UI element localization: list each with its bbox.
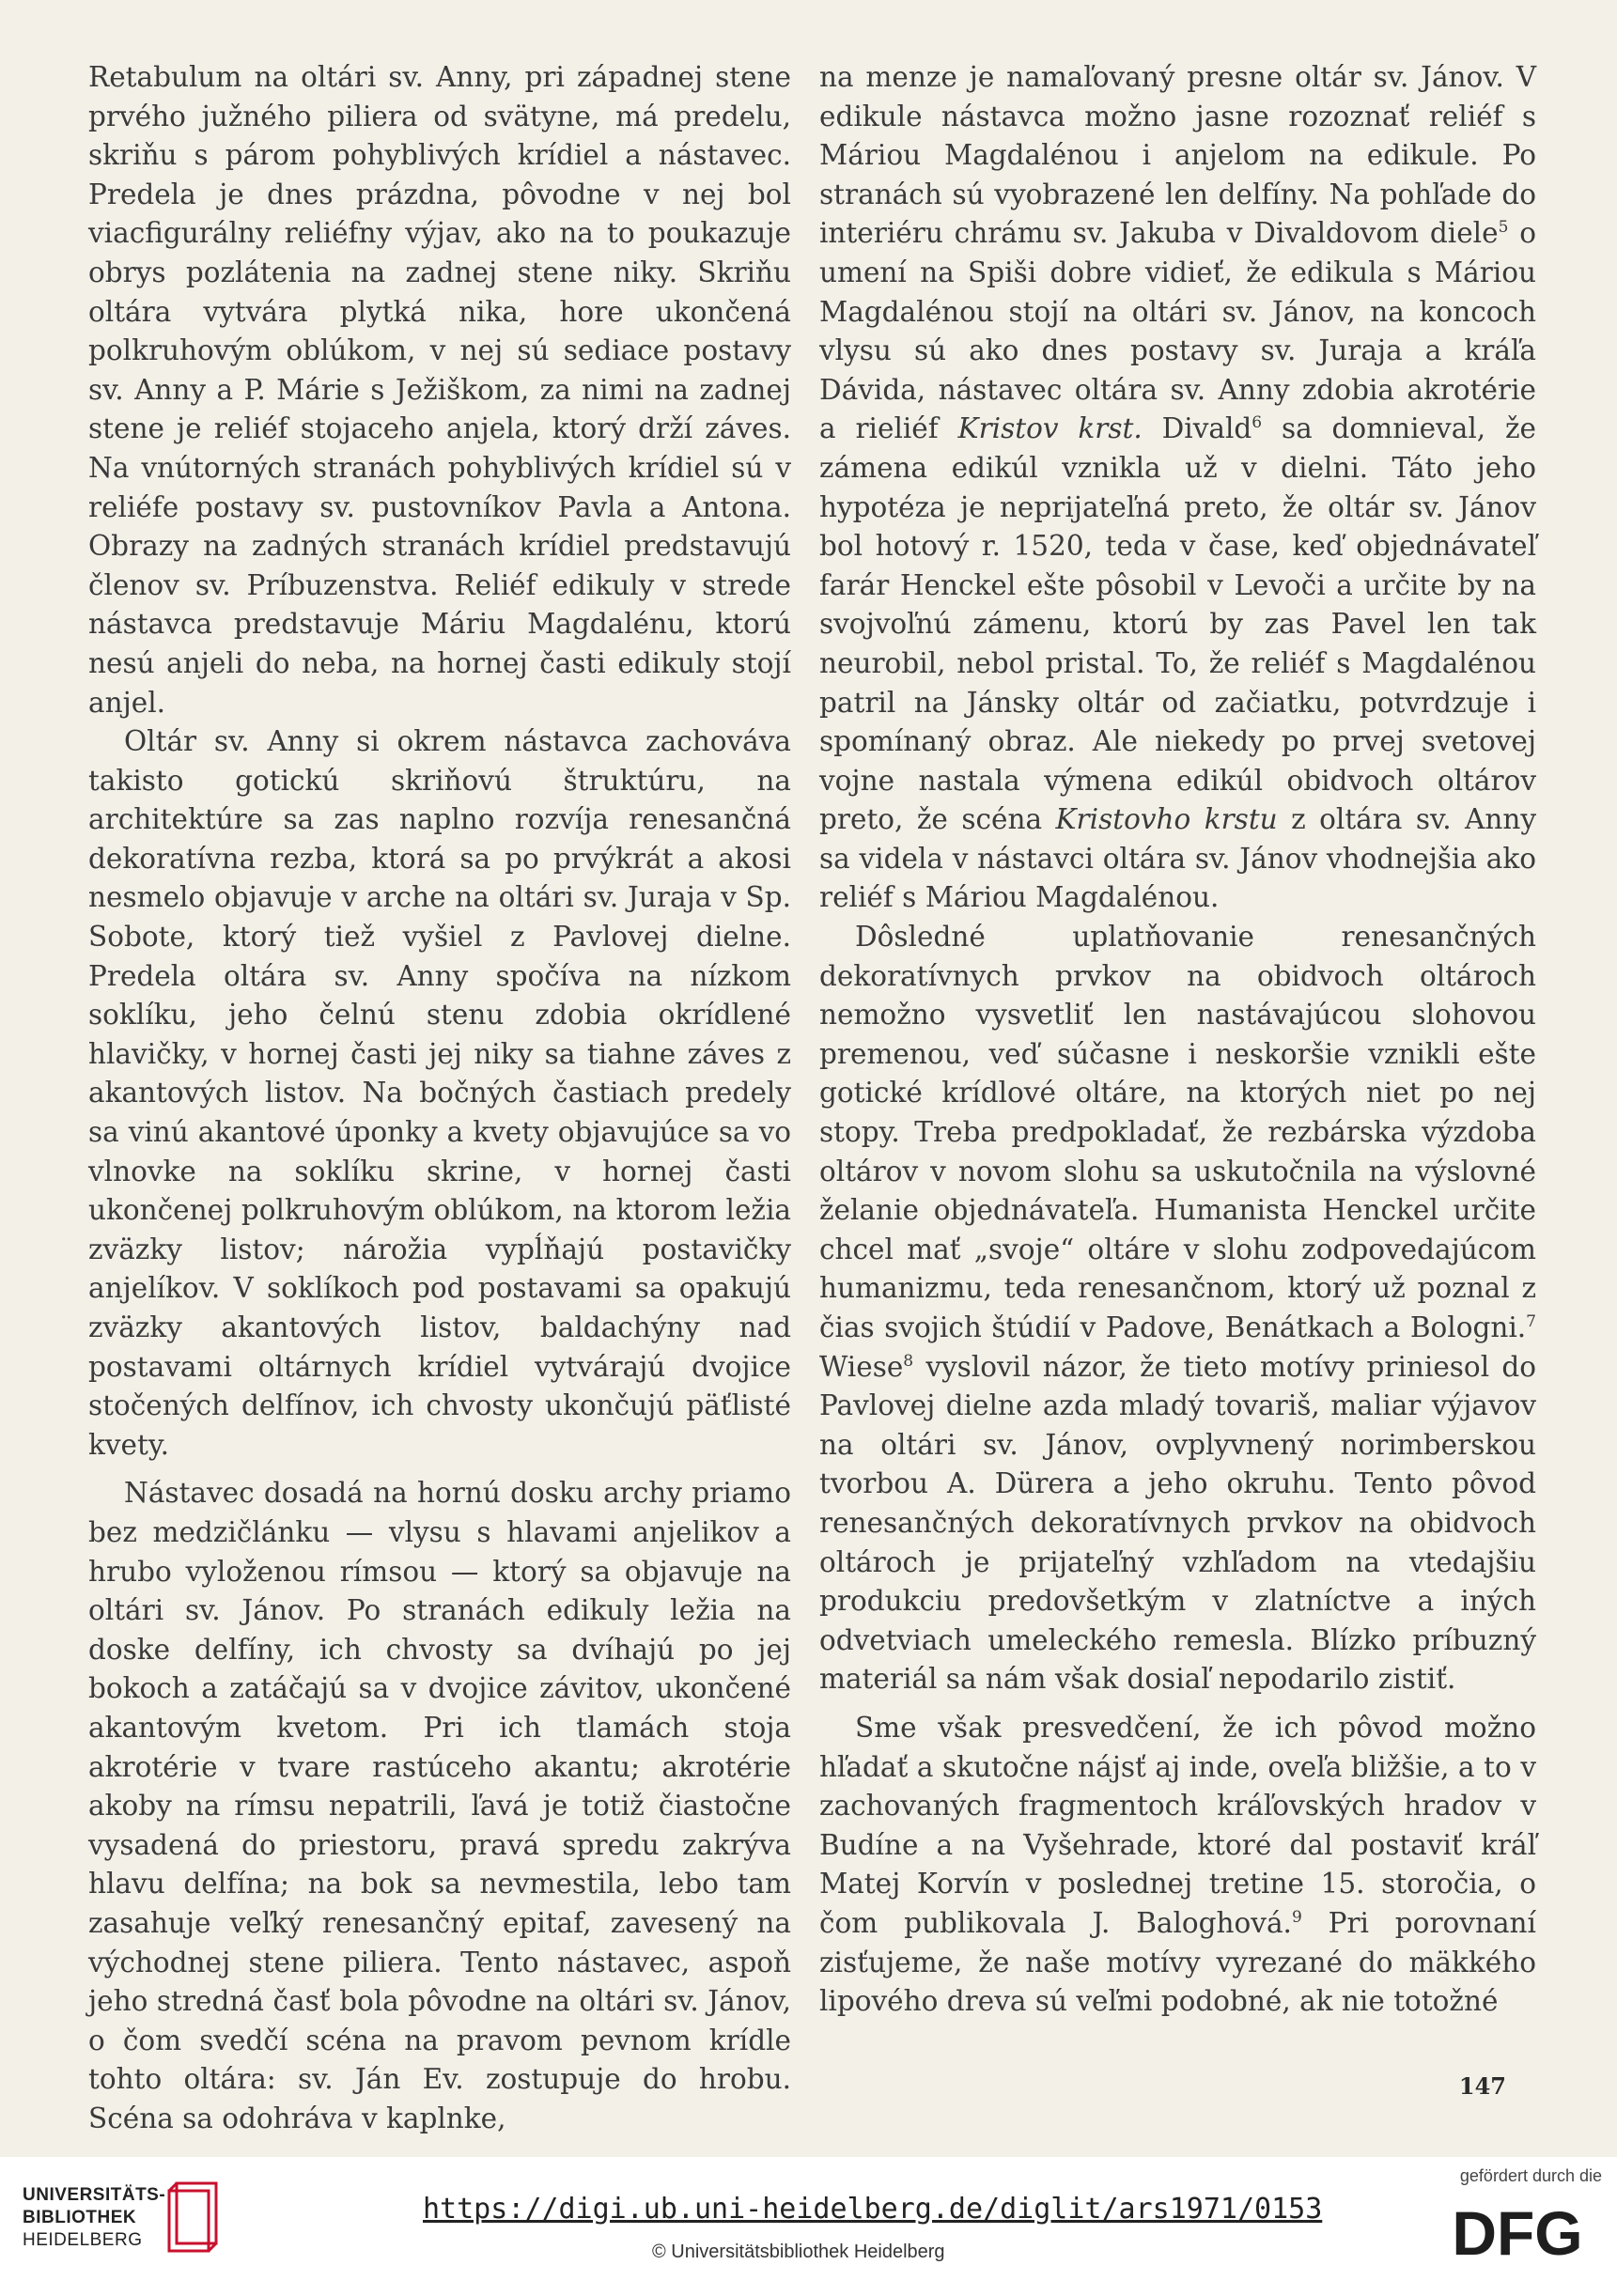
institution-name-line2: BIBLIOTHEK (23, 2208, 137, 2227)
footnote-marker: 5 (1498, 218, 1509, 238)
text-run: Pri porovnaní zisťujeme, že naše motívy vyrezané do mäkkého lipového dreva sú veľmi podobné, ak nie totožné (819, 1906, 1536, 2018)
university-library-logo (23, 2185, 229, 2279)
paragraph: Retabulum na oltári sv. Anny, pri západnej stene prvého južného piliera od svätyne, má predelu, skriňu s párom pohyblivých krídiel a nástavec. Predela je dnes prázdna, pôvodne v nej bol viacfigurálny reliéfny výjav, ako na to poukazuje obrys pozlátenia na zadnej stene niky. Skriňu oltára vytvára plytká nika, hore ukončená polkruhovým oblúkom, v nej sú sediace postavy sv. Anny a P. Márie s Ježiškom, za nimi na zadnej stene je reliéf stojaceho anjela, ktorý drží záves. Na vnútorných stranách pohyblivých krídiel sú v reliéfe postavy sv. pustovníkov Pavla a Antona. Obrazy na zadných stranách krídiel predstavujú členov sv. Príbuzenstva. Reliéf edikuly v strede nástavca predstavuje Máriu Magdalénu, ktorú nesú anjeli do neba, na hornej časti edikuly stojí anjel. (88, 61, 791, 719)
text-run: Dôsledné uplatňovanie renesančných dekoratívnych prvkov na obidvoch oltároch nemožno vysvetliť len nastávajúcou slohovou premenou, veď súčasne i neskoršie vznikli ešte gotické krídlové oltáre, na ktorých niet po nej stopy. Treba predpokladať, že rezbárska výzdoba oltárov v novom slohu sa uskutočnila na výslovné želanie objednávateľa. Humanista Henckel určite chcel mať „svoje“ oltáre v slohu zodpovedajúcom humanizmu, teda renesančnom, ktorý už poznal z čias svojich štúdií v Padove, Benátkach a Bologni. (819, 921, 1536, 1343)
permalink-url[interactable]: https://digi.ub.uni-heidelberg.de/diglit/ars1971/0153 (423, 2193, 1323, 2226)
dfg-wordmark-text: DFG (1452, 2200, 1583, 2266)
ub-emblem-icon (165, 2180, 222, 2255)
dfg-logo (1433, 2166, 1602, 2279)
text-run: o umení na Spiši dobre vidieť, že edikula s Máriou Magdalénou stojí na oltári sv. Jánov, na koncoch vlysu sú ako dnes postavy sv. Juraja a kráľa Dávida, nástavec oltára sv. Anny zdobia akrotérie a rieliéf (819, 217, 1536, 445)
footer-bar (0, 2157, 1617, 2296)
paragraph: Nástavec dosadá na hornú dosku archy priamo bez medzičlánku — vlysu s hlavami anjelikov a hrubo vyloženou rímsou — ktorý sa objavuje na oltári sv. Jánov. Po stranách edikuly ležia na doske delfíny, ich chvosty sa dvíhajú po jej bokoch a zatáčajú sa v dvojice závitov, ukončené akantovým kvetom. Pri ich tlamách stoja akrotérie v tvare rastúceho akantu; akrotérie akoby na rímsu nepatrili, ľavá je totiž čiastočne vysadená do priestoru, pravá spredu zakrýva hlavu delfína; na bok sa nevmestila, lebo tam zasahuje veľký renesančný epitaf, zavesený na východnej stene piliera. Tento nástavec, aspoň jeho stredná časť bola pôvodne na oltári sv. Jánov, o čom svedčí scéna na pravom pevnom krídle tohto oltára: sv. Ján Ev. zostupuje do hrobu. Scéna sa odohráva v kaplnke, (88, 1477, 791, 2134)
text-run: Sme však presvedčení, že ich pôvod možno hľadať a skutočne nájsť aj inde, oveľa bližšie, a to v zachovaných fragmentoch kráľovských hradov v Budíne a na Vyšehrade, ktoré dal postaviť kráľ Matej Korvín v poslednej tretine 15. storočia, o čom publikovala J. Baloghová. (819, 1711, 1536, 1939)
paragraph (819, 918, 1536, 1699)
text-run: vyslovil názor, že tieto motívy priniesol do Pavlovej dielne azda mladý tovariš, maliar výjavov na oltári sv. Jánov, ovplyvnený norimberskou tvorbou A. Dürera a jeho okruhu. Tento pôvod renesančných dekoratívnych prvkov na obidvoch oltároch je prijateľný vzhľadom na vtedajšiu produkciu predovšetkým v zlatníctve a iných odvetviach umeleckého remesla. Blízko príbuzný materiál sa nám však dosiaľ nepodarilo zistiť. (819, 1350, 1536, 1696)
text-run: sa domnieval, že zámena edikúl vznikla už v dielni. Táto jeho hypotéza je neprijateľná preto, že oltár sv. Jánov bol hotový r. 1520, teda v čase, keď objednávateľ farár Henckel ešte pôsobil v Levoči a určite by na svojvoľnú zámenu, ktorú by zas Pavel len tak neurobil, nebol pristal. To, že reliéf s Magdalénou patril na Jánsky oltár od začiatku, potvrdzuje i spomínaný obraz. Ale niekedy po prvej svetovej vojne nastala výmena edikúl obidvoch oltárov preto, že scéna (819, 412, 1536, 836)
funder-caption: gefördert durch die (1459, 2166, 1602, 2185)
text-run: Divald (1142, 412, 1252, 445)
institution-name-line1: UNIVERSITÄTS- (23, 2185, 166, 2205)
institution-name-line3: HEIDELBERG (23, 2230, 143, 2250)
copyright-notice: © Universitätsbibliothek Heidelberg (652, 2242, 945, 2262)
footnote-marker: 6 (1252, 413, 1263, 433)
text-run: na menze je namaľovaný presne oltár sv. Jánov. V edikule nástavca možno jasne rozoznať reliéf s Máriou Magdalénou i anjelom na edikule. Po stranách sú vyobrazené len delfíny. Na pohľade do interiéru chrámu sv. Jakuba v Divaldovom diele (819, 61, 1536, 250)
footnote-marker: 7 (1526, 1312, 1536, 1332)
page-number: 147 (1458, 2072, 1506, 2100)
italic-title: Kristovho krstu (1055, 803, 1278, 836)
paragraph (819, 58, 1536, 918)
footnote-marker: 8 (903, 1351, 914, 1371)
paragraph (819, 1709, 1536, 2022)
text-run: Wiese (819, 1350, 904, 1383)
footnote-marker: 9 (1291, 1908, 1302, 1928)
text-run: z oltára sv. Anny sa videla v nástavci oltára sv. Jánov vhodnejšia ako reliéf s Máriou Magdalénou. (819, 803, 1537, 914)
dfg-wordmark (1433, 2200, 1602, 2266)
italic-title: Kristov krst. (957, 412, 1143, 445)
left-text-column (88, 58, 791, 2138)
paragraph: Oltár sv. Anny si okrem nástavca zachováva takisto gotickú skriňovú štruktúru, na architektúre sa zas naplno rozvíja renesančná dekoratívna rezba, ktorá sa po prvýkrát a akosi nesmelo objavuje v arche na oltári sv. Juraja v Sp. Sobote, ktorý tiež vyšiel z Pavlovej dielne. Predela oltára sv. Anny spočíva na nízkom soklíku, jeho čelnú stenu zdobia okrídlené hlavičky, v hornej časti jej niky sa tiahne záves z akantových listov. Na bočných častiach predely sa vinú akantové úponky a kvety objavujúce sa vo vlnovke na soklíku skrine, v hornej časti ukončenej polkruhovým oblúkom, na ktorom ležia zväzky listov; nárožia vypĺňajú postavičky anjelíkov. V soklíkoch pod postavami sa opakujú zväzky akantových listov, baldachýny nad postavami oltárnych krídiel vytvárajú dvojice stočených delfínov, ich chvosty ukončujú päťlisté kvety. (88, 725, 791, 1461)
right-text-column (819, 58, 1536, 2022)
